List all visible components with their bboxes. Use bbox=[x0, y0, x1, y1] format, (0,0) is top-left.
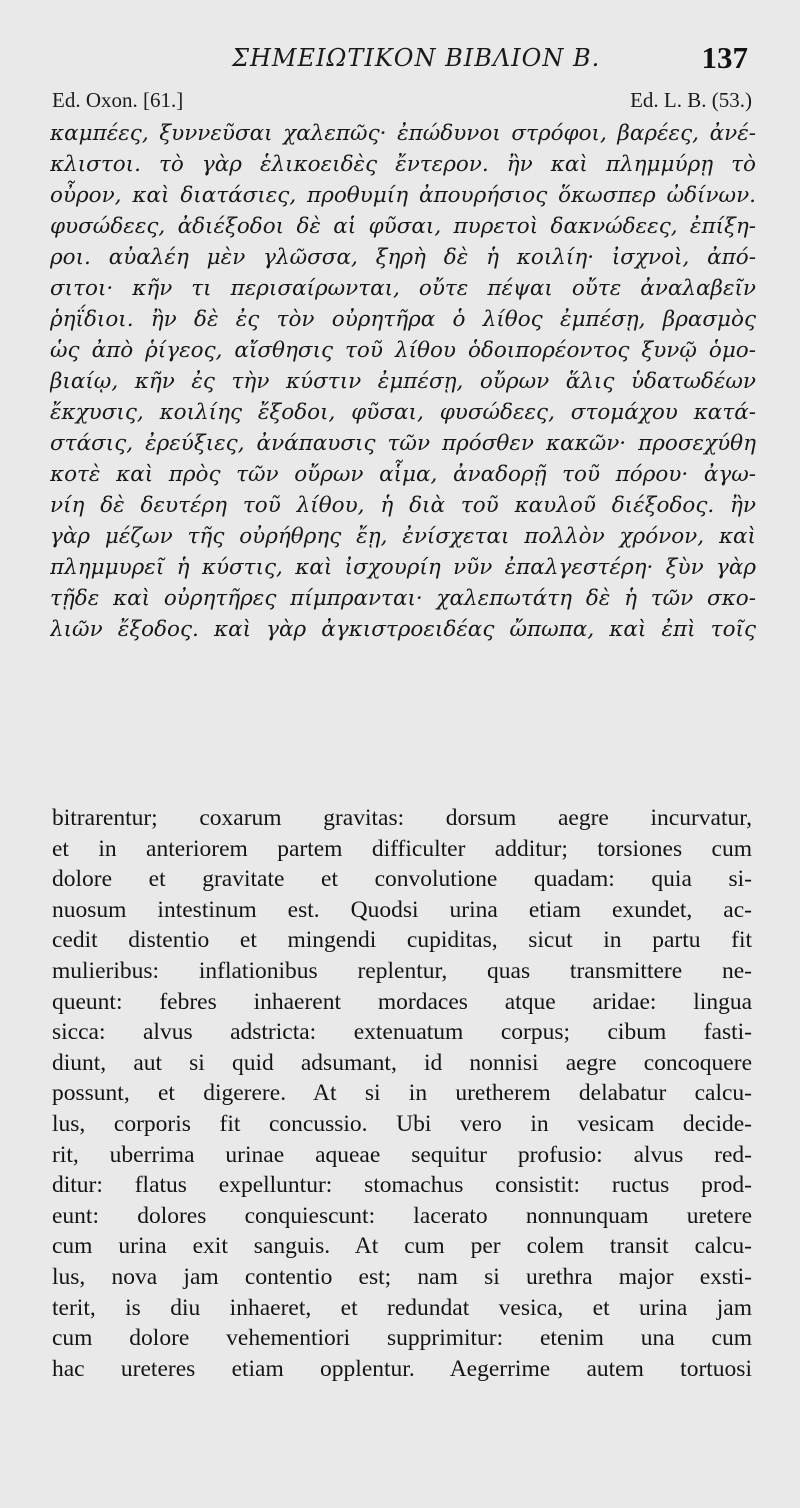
latin-text-line: eunt: dolores conquiescunt: lacerato nonnunquam uretere bbox=[52, 1202, 752, 1229]
latin-text-line: rit, uberrima urinae aqueae sequitur profusio: alvus red- bbox=[52, 1141, 752, 1168]
greek-text-line: κλιστοι. τὸ γὰρ ἑλικοειδὲς ἔντερον. ἢν καὶ πλημμύρῃ τὸ bbox=[50, 152, 756, 177]
latin-text-line: dolore et gravitate et convolutione quadam: quia si- bbox=[52, 866, 752, 893]
greek-text-line: οὖρον, καὶ διατάσιες, προθυμίη ἀπουρήσιος ὅκωσπερ ὠδίνων. bbox=[50, 183, 756, 208]
latin-text-line: queunt: febres inhaerent mordaces atque aridae: lingua bbox=[52, 988, 752, 1015]
greek-text-line: λιῶν ἔξοδος. καὶ γὰρ ἀγκιστροειδέας ὤπωπα, καὶ ἐπὶ τοῖς bbox=[50, 617, 756, 642]
latin-text-block bbox=[52, 803, 752, 1384]
latin-text-line: hac ureteres etiam opplentur. Aegerrime autem tortuosi bbox=[52, 1355, 752, 1382]
latin-text-line: nuosum intestinum est. Quodsi urina etiam exundet, ac- bbox=[52, 896, 752, 923]
running-head bbox=[0, 38, 800, 78]
greek-text-line: γὰρ μέζων τῆς οὐρήθρης ἔῃ, ἐνίσχεται πολλὸν χρόνον, καὶ bbox=[50, 524, 756, 549]
latin-text-line: mulieribus: inflationibus replentur, quas transmittere ne- bbox=[52, 957, 752, 984]
greek-text-line: κοτὲ καὶ πρὸς τῶν οὔρων αἷμα, ἀναδορῇ τοῦ πόρου· ἀγω- bbox=[50, 462, 756, 487]
latin-text-line: bitrarentur; coxarum gravitas: dorsum aegre incurvatur, bbox=[52, 805, 752, 831]
latin-text-line: cum dolore vehementiori supprimitur: etenim una cum bbox=[52, 1325, 752, 1352]
edition-reference-oxford: Ed. Oxon. [61.] bbox=[52, 88, 184, 112]
edition-reference-leipzig: Ed. L. B. (53.) bbox=[630, 88, 752, 112]
greek-text-line: νίη δὲ δευτέρη τοῦ λίθου, ἡ διὰ τοῦ καυλοῦ διέξοδος. ἢν bbox=[50, 493, 756, 518]
greek-text-line: ἔκχυσις, κοιλίης ἔξοδοι, φῦσαι, φυσώδεες, στομάχου κατά- bbox=[50, 400, 756, 425]
latin-text-line: sicca: alvus adstricta: extenuatum corpus; cibum fasti- bbox=[52, 1019, 752, 1046]
greek-text-line: βιαίῳ, κῆν ἐς τὴν κύστιν ἐμπέσῃ, οὔρων ἅλις ὑδατωδέων bbox=[50, 369, 756, 394]
page-number: 137 bbox=[701, 40, 748, 75]
latin-text-line: lus, corporis fit concussio. Ubi vero in vesicam decide- bbox=[52, 1110, 752, 1137]
greek-text-line: ῥηΐδιοι. ἢν δὲ ἐς τὸν οὐρητῆρα ὁ λίθος ἐμπέσῃ, βρασμὸς bbox=[50, 307, 756, 332]
edition-reference-line bbox=[52, 88, 752, 118]
latin-text-line: possunt, et digerere. At si in uretherem delabatur calcu- bbox=[52, 1080, 752, 1107]
greek-text-line: ροι. αὐαλέη μὲν γλῶσσα, ξηρὴ δὲ ἡ κοιλίη· ἰσχνοὶ, ἀπό- bbox=[50, 245, 756, 270]
latin-text-line: lus, nova jam contentio est; nam si urethra major exsti- bbox=[52, 1263, 752, 1290]
latin-text-line: terit, is diu inhaeret, et redundat vesica, et urina jam bbox=[52, 1294, 752, 1321]
latin-text-line: cedit distentio et mingendi cupiditas, sicut in partu fit bbox=[52, 927, 752, 954]
greek-text-line: στάσις, ἐρεύξιες, ἀνάπαυσις τῶν πρόσθεν κακῶν· προσεχύθη bbox=[50, 431, 756, 456]
running-title: ΣΗΜΕΙΩΤΙΚΟΝ ΒΙΒΛΙΟΝ Β. bbox=[232, 44, 601, 72]
greek-text-line: ὡς ἀπὸ ῥίγεος, αἴσθησις τοῦ λίθου ὁδοιπορέοντος ξυνῷ ὁμο- bbox=[50, 338, 756, 363]
latin-text-line: cum urina exit sanguis. At cum per colem transit calcu- bbox=[52, 1233, 752, 1260]
greek-text-line: τῇδε καὶ οὐρητῆρες πίμπρανται· χαλεπωτάτη δὲ ἡ τῶν σκο- bbox=[50, 586, 756, 611]
latin-text-line: ditur: flatus expelluntur: stomachus consistit: ructus prod- bbox=[52, 1172, 752, 1199]
latin-text-line: et in anteriorem partem difficulter additur; torsiones cum bbox=[52, 835, 752, 862]
greek-text-block bbox=[50, 118, 756, 645]
greek-text-line: καμπέες, ξυννεῦσαι χαλεπῶς· ἐπώδυνοι στρόφοι, βαρέες, ἀνέ- bbox=[50, 121, 756, 146]
greek-text-line: σιτοι· κῆν τι περισαίρωνται, οὔτε πέψαι οὔτε ἀναλαβεῖν bbox=[50, 276, 756, 301]
greek-text-line: πλημμυρεῖ ἡ κύστις, καὶ ἰσχουρίη νῦν ἐπαλγεστέρη· ξὺν γὰρ bbox=[50, 555, 756, 580]
latin-text-line: diunt, aut si quid adsumant, id nonnisi aegre concoquere bbox=[52, 1049, 752, 1076]
greek-text-line: φυσώδεες, ἀδιέξοδοι δὲ αἱ φῦσαι, πυρετοὶ δακνώδεες, ἐπίξη- bbox=[50, 214, 756, 239]
